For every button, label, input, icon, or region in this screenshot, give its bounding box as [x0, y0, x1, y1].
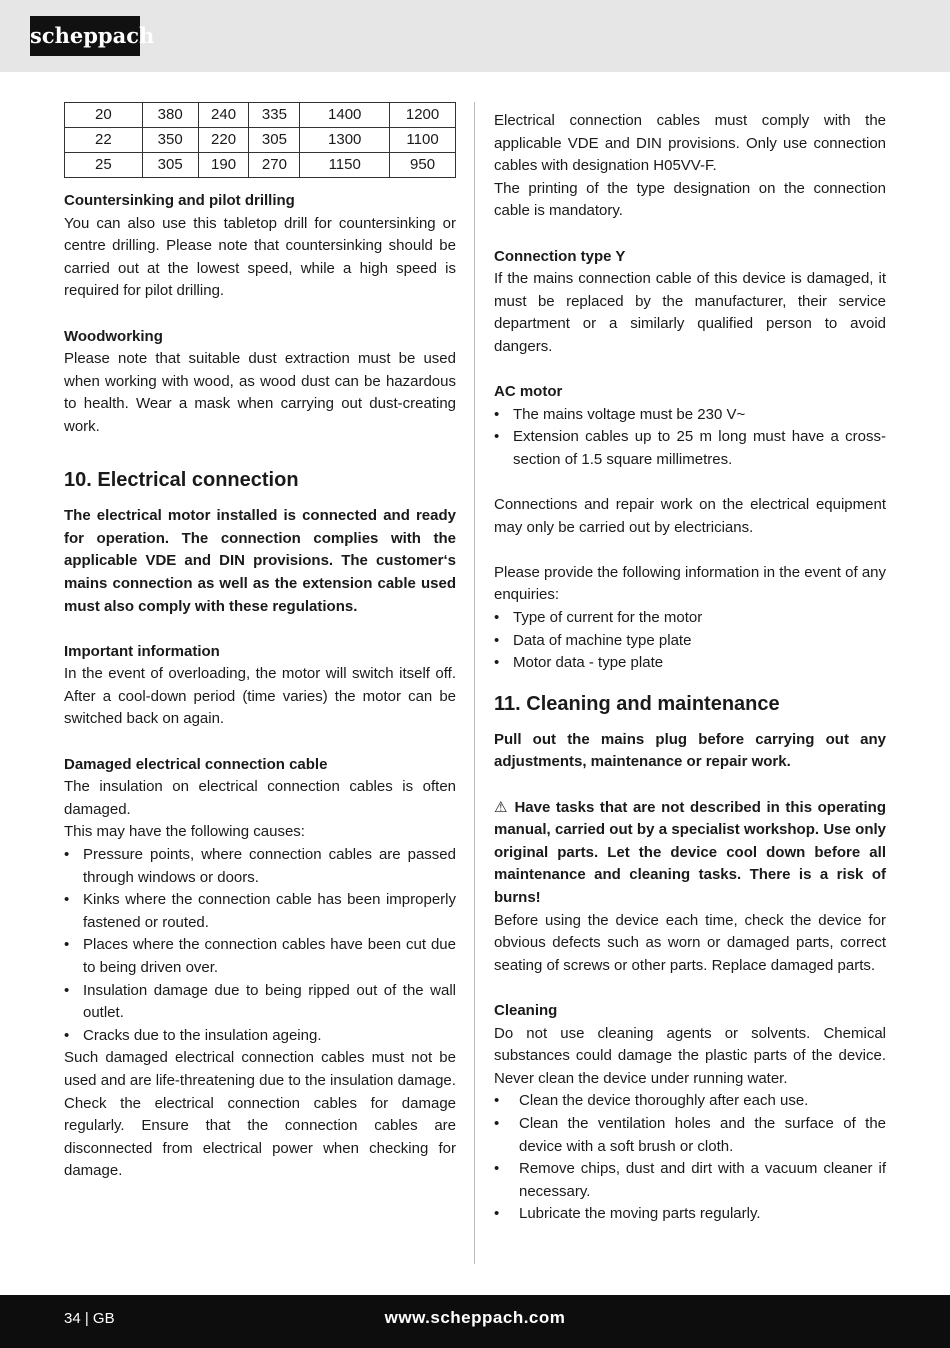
- list-item: • Data of machine type plate: [494, 630, 886, 653]
- woodworking-heading: Woodworking: [64, 327, 163, 345]
- repair-text: Connections and repair work on the electrical equipment may only be carried out by electricians.: [494, 496, 886, 536]
- woodworking-text: Please note that suitable dust extraction must be used when working with wood, as wood dust can be hazardous to health. Wear a mask when carrying out dust-creating work.: [64, 350, 456, 435]
- page-header: [0, 0, 950, 72]
- table-row: 25 305 190 270 1150 950: [65, 153, 456, 178]
- list-item: • Clean the device thoroughly after each use.: [494, 1090, 886, 1113]
- cleaning-list: [494, 1090, 886, 1226]
- list-item: • The mains voltage must be 230 V~: [494, 404, 886, 427]
- connection-y-heading: Connection type Y: [494, 247, 626, 265]
- connection-y-text: If the mains connection cable of this device is damaged, it must be replaced by the manufacturer, their service department or a similarly qualified person to avoid dangers.: [494, 270, 886, 355]
- enquiries-text: Please provide the following information in the event of any enquiries:: [494, 563, 886, 604]
- warning-icon: ⚠: [494, 798, 515, 816]
- damaged-cable-check: Check the electrical connection cables for damage regularly. Ensure that the connection cables are disconnected from electrical power when checking for damage.: [64, 1094, 456, 1180]
- right-column: [494, 110, 886, 1226]
- damaged-cable-heading: Damaged electrical connection cable: [64, 755, 328, 773]
- important-text: In the event of overloading, the motor will switch itself off. After a cool-down period (time varies) the motor can be switched back on again.: [64, 665, 456, 728]
- column-divider: [474, 102, 475, 1264]
- website-url: www.scheppach.com: [384, 1308, 566, 1327]
- list-item: • Extension cables up to 25 m long must have a cross-section of 1.5 square millimetres.: [494, 426, 886, 471]
- list-item: • Kinks where the connection cable has been improperly fastened or routed.: [64, 889, 456, 934]
- damaged-cable-causes-intro: This may have the following causes:: [64, 823, 305, 841]
- countersinking-heading: Countersinking and pilot drilling: [64, 192, 295, 209]
- damaged-cable-warning: Such damaged electrical connection cables must not be used and are life-threatening due to the insulation damage.: [64, 1049, 456, 1089]
- page-number: 34 | GB: [64, 1310, 115, 1327]
- list-item: • Places where the connection cables have been cut due to being driven over.: [64, 934, 456, 979]
- left-column: [64, 102, 456, 1183]
- damage-causes-list: [64, 844, 456, 1047]
- table-row: 22 350 220 305 1300 1100: [65, 128, 456, 153]
- section-11-check: Before using the device each time, check the device for obvious defects such as worn or damaged parts, correct seating of screws or other parts. Replace damaged parts.: [494, 911, 886, 974]
- list-item: • Lubricate the moving parts regularly.: [494, 1203, 886, 1226]
- important-heading: Important information: [64, 642, 220, 660]
- list-item: • Cracks due to the insulation ageing.: [64, 1025, 456, 1048]
- ac-motor-list: [494, 404, 886, 472]
- page-footer: [0, 1295, 950, 1348]
- countersinking-text: You can also use this tabletop drill for countersinking or centre drilling. Please note that countersinking should be carried out at the lowest speed, while a high speed is required for pilot drilling.: [64, 214, 456, 300]
- enquiries-list: [494, 607, 886, 675]
- list-item: • Type of current for the motor: [494, 607, 886, 630]
- section-11-warning: [494, 797, 886, 910]
- section-11-title: 11. Cleaning and maintenance: [494, 692, 780, 715]
- list-item: • Clean the ventilation holes and the surface of the device with a soft brush or cloth.: [494, 1113, 886, 1158]
- list-item: • Insulation damage due to being ripped out of the wall outlet.: [64, 980, 456, 1025]
- speed-table: [64, 102, 456, 178]
- list-item: • Motor data - type plate: [494, 652, 886, 675]
- scheppach-logo: scheppach: [30, 16, 140, 56]
- cables-text: Electrical connection cables must comply with the applicable VDE and DIN provisions. Only use connection cables with designation H05VV-F.: [494, 112, 886, 175]
- cleaning-heading: Cleaning: [494, 1001, 558, 1019]
- section-10-intro: The electrical motor installed is connected and ready for operation. The connection complies with the applicable VDE and DIN provisions. The customer‘s mains connection as well as the extension cable used must also comply with these regulations.: [64, 507, 456, 615]
- cleaning-text: Do not use cleaning agents or solvents. Chemical substances could damage the plastic parts of the device. Never clean the device under running water.: [494, 1024, 886, 1087]
- cables-print-text: The printing of the type designation on the connection cable is mandatory.: [494, 179, 886, 220]
- list-item: • Remove chips, dust and dirt with a vacuum cleaner if necessary.: [494, 1158, 886, 1203]
- table-row: 20 380 240 335 1400 1200: [65, 103, 456, 128]
- list-item: • Pressure points, where connection cables are passed through windows or doors.: [64, 844, 456, 889]
- ac-motor-heading: AC motor: [494, 383, 563, 401]
- damaged-cable-text: The insulation on electrical connection cables is often damaged.: [64, 778, 456, 818]
- warning-text: Have tasks that are not described in this operating manual, carried out by a specialist workshop. Use only original parts. Let the device cool down before all maintenance and cleaning tasks. There is a risk of burns!: [494, 798, 886, 906]
- section-11-intro: Pull out the mains plug before carrying out any adjustments, maintenance or repair work.: [494, 730, 886, 771]
- section-10-title: 10. Electrical connection: [64, 469, 299, 492]
